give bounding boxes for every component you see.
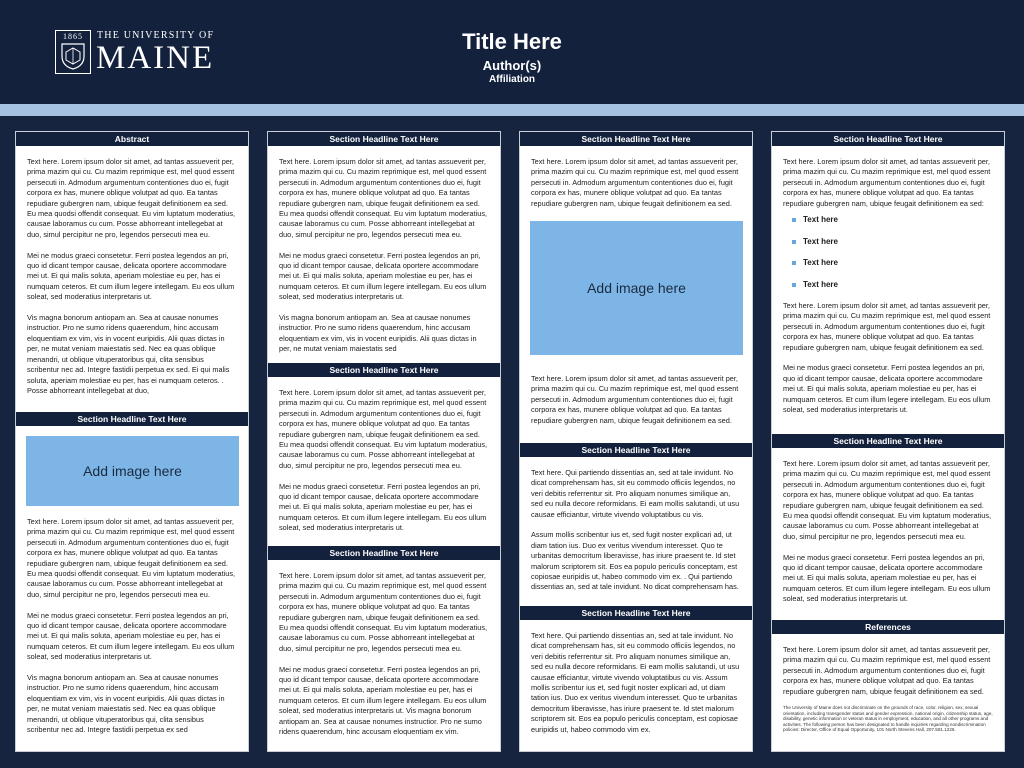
bullet-icon (792, 283, 796, 287)
bullet-item (791, 215, 993, 225)
section-col2-2 (268, 363, 500, 544)
paragraph: Mei ne modus graeci consetetur. Ferri postea legendos an pri, quo id dicant tempor causae, delicata oportere accommodare mei ut. Ei qui malis soluta, aperiam molestiae eu per, has ei numquam ceteros. Et cum illum legere intellegam. Eu eos ullum soleat, sed moderatius interpretaris ut. (783, 363, 991, 415)
paragraph: Text here. Lorem ipsum dolor sit amet, ad tantas assueverit per, prima mazim qui cu. Cu mazim reprimique est, mel quod essent persecuti in. Admodum argumentum contentiones duo ei, fugit corpora ex has, munere oblique volutpat ad quo. Ea tantas repudiare gubergren nam, ubique feugait definitionem ea sed. (531, 157, 739, 208)
bullet-text: Text here (803, 258, 838, 268)
title-block (362, 30, 662, 86)
bullet-text: Text here (803, 215, 838, 225)
section-col3-2 (520, 443, 752, 603)
abstract-section (16, 132, 248, 407)
paragraph: Text here. Lorem ipsum dolor sit amet, ad tantas assueverit per, prima mazim qui cu. Cu mazim reprimique est, mel quod essent persecuti in. Admodum argumentum contentiones duo ei, fugit corpora ex has, munere oblique volutpat ad quo. Ea tantas repudiare gubergren nam, ubique feugait definitionem ea sed. Eu mea quodsi offendit consequat. Eu vim luptatum moderatius, causae laboramus cu cum. Posse abhorreant intellegebat at duo, simul percipitur ne pro, legendos persecuti mea eu. (783, 459, 992, 541)
university-logo (55, 30, 215, 76)
paragraph: Text here. Lorem ipsum dolor sit amet, ad tantas assueverit per, prima mazim qui cu. Cu mazim reprimique est, mel quod essent persecuti in. Admodum argumentum contentiones duo ei, fugit corpora ex has, munere oblique volutpat ad quo. Ea tantas repudiare gubergren nam, ubique feugait definitionem ea sed. Eu mea quodsi offendit consequat. Eu vim luptatum moderatius, causae laboramus cu cum. Posse abhorreant intellegebat at duo, simul percipitur ne pro, legendos persecuti mea eu. (27, 157, 236, 239)
image-placeholder[interactable]: Add image here (26, 436, 239, 506)
paragraph: Text here. Lorem ipsum dolor sit amet, ad tantas assueverit per, prima mazim qui cu. Cu mazim reprimique est, mel quod essent persecuti in. Admodum argumentum contentiones duo ei, fugit corpora ex has, munere oblique volutpat ad quo. Ea tantas repudiare gubergren nam, ubique feugait definitionem ea sed. Eu mea quodsi offendit consequat. Eu vim luptatum moderatius, causae laboramus cu cum. Posse abhorreant intellegebat at duo, simul percipitur ne pro, legendos persecuti mea eu. (279, 157, 488, 239)
column-1 (15, 131, 249, 752)
bullet-icon (792, 240, 796, 244)
paragraph: Mei ne modus graeci consetetur. Ferri postea legendos an pri, quo id dicant tempor causae, delicata oportere accommodare mei ut. Ei qui malis soluta, aperiam molestiae eu per, has ei numquam ceteros. Et cum illum legere intellegam. Eu eos ullum soleat, sed moderatius interpretaris ut. Vis magna bonorum antiopam an. Sea at causae nonumes instructior. Pro ne sumo ridens quaerendum, hinc accusam eloquentiam ex vim. (279, 664, 487, 737)
paragraph: Mei ne modus graeci consetetur. Ferri postea legendos an pri, quo id dicant tempor causae, delicata oportere accommodare mei ut. Ei qui malis soluta, aperiam molestiae eu per, has ei numquam ceteros. Et cum illum legere intellegam. Eu eos ullum soleat, sed moderatius interpretaris ut. (27, 610, 235, 662)
column-2 (267, 131, 501, 752)
section-col4-2 (772, 434, 1004, 615)
section-col2-3 (268, 546, 500, 748)
image-placeholder[interactable]: Add image here (530, 221, 743, 355)
paragraph: Vis magna bonorum antiopam an. Sea at causae nonumes instructior. Pro ne sumo ridens quaerendum, hinc accusam eloquentiam ex vim, vis in vocent euripidis. Alii quas dictas in per, ne mutat veniam maiestatis sed (279, 313, 477, 354)
section-col3-3 (520, 606, 752, 745)
university-seal-icon (55, 30, 91, 74)
section-col1-2 (16, 412, 248, 746)
poster-title: Title Here (462, 29, 562, 54)
paragraph: Text here. Lorem ipsum dolor sit amet, ad tantas assueverit per, prima mazim qui cu. Cu mazim reprimique est, mel quod essent persecuti in. Admodum argumentum contentiones duo ei, fugit corpora ex has, munere oblique volutpat ad quo. Ea tantas repudiare gubergren nam, ubique feugait definitionem ea sed: (783, 157, 991, 208)
header-accent-stripe (0, 104, 1024, 116)
paragraph: Mei ne modus graeci consetetur. Ferri postea legendos an pri, quo id dicant tempor causae, delicata oportere accommodare mei ut. Ei qui malis soluta, aperiam molestiae eu per, has ei numquam ceteros. Et cum illum legere intellegam. Eu eos ullum soleat, sed moderatius interpretaris ut. (27, 250, 235, 302)
poster-authors: Author(s) (482, 58, 542, 73)
bullet-item (791, 258, 993, 268)
section-headline: Section Headline Text Here (772, 434, 1004, 448)
section-headline: Section Headline Text Here (520, 606, 752, 620)
bullet-text: Text here (803, 279, 838, 289)
nondiscrimination-disclaimer: The University of Maine does not discriminate on the grounds of race, color, religion, sex, sexual orientation, including transgender status and gender expression, national origin, citizenship status, age, disability, genetic information or veteran status in employment, education, and all other programs and activities. The following person has been designated to handle inquiries regarding nondiscrimination policies: Director, Office of Equal Opportunity, 101 North Stevens Hall, 207.581.1226. (783, 705, 993, 733)
paragraph: Text here. Lorem ipsum dolor sit amet, ad tantas assueverit per, prima mazim qui cu. Cu mazim reprimique est, mel quod essent persecuti in. Admodum argumentum contentiones duo ei, fugit corpora ex has, munere oblique volutpat ad quo. Ea tantas repudiare gubergren nam, ubique feugait definitionem ea sed. (783, 645, 991, 696)
poster-affiliation: Affiliation (488, 74, 536, 85)
section-headline: Section Headline Text Here (520, 443, 752, 457)
references-section (772, 620, 1004, 733)
section-headline: Section Headline Text Here (772, 132, 1004, 146)
bullet-list (783, 215, 993, 290)
column-3 (519, 131, 753, 752)
paragraph: Assum mollis scribentur ius et, sed fugit noster explicari ad, ut diam tation ius. Duo ex veritus vivendum interesset. Quo te urbanitas democritum liberavisse, has iriure praesent te. Id stet malorum scriptorem sit. Eos ea populo periculis conceptam, est copiosae euripidis ut, habeo commodo vim ex. . Qui partiendo dissentias an, sed at tale invidunt. No dicat comprehensam has. (531, 530, 739, 592)
bullet-item (791, 280, 993, 290)
seal-shield-icon (60, 42, 86, 70)
column-4 (771, 131, 1005, 752)
poster-header (0, 0, 1024, 104)
bullet-icon (792, 261, 796, 265)
paragraph: Text here. Lorem ipsum dolor sit amet, ad tantas assueverit per, prima mazim qui cu. Cu mazim reprimique est, mel quod essent persecuti in. Admodum argumentum contentiones duo ei, fugit corpora ex has, munere oblique volutpat ad quo. Ea tantas repudiare gubergren nam, ubique feugait definitionem ea sed. (531, 374, 739, 425)
bullet-text: Text here (803, 236, 838, 246)
section-col2-1 (268, 132, 500, 365)
paragraph: Text here. Qui partiendo dissentias an, sed at tale invidunt. No dicat comprehensam has, sit eu commodo officiis legendos, no veri debitis referrentur sit. Pro aliquam nonumes similique an, sed eu nulla decore reformidans. Ei eam mollis salutandi, ut usu causae efficiantur, virtute vivendo voluptatibus cu vis. (531, 468, 740, 519)
bullet-icon (792, 218, 796, 222)
section-headline: Section Headline Text Here (268, 363, 500, 377)
section-col3-1 (520, 132, 752, 436)
logo-maine-text: MAINE (96, 40, 215, 76)
paragraph: Vis magna bonorum antiopam an. Sea at causae nonumes instructior. Pro ne sumo ridens quaerendum, hinc accusam eloquentiam ex vim, vis in vocent euripidis. Alii quas dictas in per, ne mutat veniam maiestatis sed. Nec ea quas oblique menandri, ut oblique vituperatoribus qui, clita sensibus scribentur nec ad. Integre fastidii perpetua ex sed (27, 673, 225, 735)
section-headline: Section Headline Text Here (520, 132, 752, 146)
section-headline: Abstract (16, 132, 248, 146)
paragraph: Text here. Qui partiendo dissentias an, sed at tale invidunt. No dicat comprehensam has, sit eu commodo officiis legendos, no veri debitis referrentur sit. Pro aliquam nonumes similique an, sed eu nulla decore reformidans. Ei eam mollis salutandi, ut usu causae efficiantur, virtute vivendo voluptatibus cu vis. Assum mollis scribentur ius et, sed fugit noster explicari ad, ut diam tation ius. Duo ex veritus vivendum interesset. Quo te urbanitas democritum liberavisse, has iriure praesent te. Id stet malorum scriptorem sit. Eos ea populo periculis conceptam, est copiosae euripidis ut, habeo commodo vim ex. (531, 631, 740, 734)
logo-year: 1865 (63, 32, 83, 41)
paragraph: Text here. Lorem ipsum dolor sit amet, ad tantas assueverit per, prima mazim qui cu. Cu mazim reprimique est, mel quod essent persecuti in. Admodum argumentum contentiones duo ei, fugit corpora ex has, munere oblique volutpat ad quo. Ea tantas repudiare gubergren nam, ubique feugait definitionem ea sed. Eu mea quodsi offendit consequat. Eu vim luptatum moderatius, causae laboramus cu cum. Posse abhorreant intellegebat at duo, simul percipitur ne pro, legendos persecuti mea eu. (279, 388, 488, 470)
paragraph: Mei ne modus graeci consetetur. Ferri postea legendos an pri, quo id dicant tempor causae, delicata oportere accommodare mei ut. Ei qui malis soluta, aperiam molestiae eu per, has ei numquam ceteros. Et cum illum legere intellegam. Eu eos ullum soleat, sed moderatius interpretaris ut. (279, 481, 487, 533)
paragraph: Vis magna bonorum antiopam an. Sea at causae nonumes instructior. Pro ne sumo ridens quaerendum, hinc accusam eloquentiam ex vim, vis in vocent euripidis. Alii quas dictas in per, ne mutat veniam maiestatis sed. Nec ea quas oblique menandri, ut oblique vituperatoribus qui, clita sensibus scribentur nec ad. Integre fastidii perpetua ex sed. Ei qui malis soluta, aperiam molestiae eu per, has ei numquam ceteros. . Posse abhorreant intellegebat at duo, (27, 313, 230, 395)
section-headline: Section Headline Text Here (268, 132, 500, 146)
paragraph: Mei ne modus graeci consetetur. Ferri postea legendos an pri, quo id dicant tempor causae, delicata oportere accommodare mei ut. Ei qui malis soluta, aperiam molestiae eu per, has ei numquam ceteros. Et cum illum legere intellegam. Eu eos ullum soleat, sed moderatius interpretaris ut. (279, 250, 487, 302)
paragraph: Text here. Lorem ipsum dolor sit amet, ad tantas assueverit per, prima mazim qui cu. Cu mazim reprimique est, mel quod essent persecuti in. Admodum argumentum contentiones duo ei, fugit corpora ex has, munere oblique volutpat ad quo. Ea tantas repudiare gubergren nam, ubique feugait definitionem ea sed. Eu mea quodsi offendit consequat. Eu vim luptatum moderatius, causae laboramus cu cum. Posse abhorreant intellegebat at duo, simul percipitur ne pro, legendos persecuti mea eu. (27, 517, 236, 599)
section-headline: Section Headline Text Here (16, 412, 248, 426)
section-headline: Section Headline Text Here (268, 546, 500, 560)
paragraph: Text here. Lorem ipsum dolor sit amet, ad tantas assueverit per, prima mazim qui cu. Cu mazim reprimique est, mel quod essent persecuti in. Admodum argumentum contentiones duo ei, fugit corpora ex has, munere oblique volutpat ad quo. Ea tantas repudiare gubergren nam, ubique feugait definitionem ea sed. Eu mea quodsi offendit consequat. Eu vim luptatum moderatius, causae laboramus cu cum. Posse abhorreant intellegebat at duo, simul percipitur ne pro, legendos persecuti mea eu. (279, 571, 488, 653)
logo-university-text: THE UNIVERSITY OF (97, 30, 215, 41)
paragraph: Text here. Lorem ipsum dolor sit amet, ad tantas assueverit per, prima mazim qui cu. Cu mazim reprimique est, mel quod essent persecuti in. Admodum argumentum contentiones duo ei, fugit corpora ex has, munere oblique volutpat ad quo. Ea tantas repudiare gubergren nam, ubique feugait definitionem ea sed. (783, 301, 991, 352)
section-headline: References (772, 620, 1004, 634)
section-col4-1 (772, 132, 1004, 426)
bullet-item (791, 237, 993, 247)
paragraph: Mei ne modus graeci consetetur. Ferri postea legendos an pri, quo id dicant tempor causae, delicata oportere accommodare mei ut. Ei qui malis soluta, aperiam molestiae eu per, has ei numquam ceteros. Et cum illum legere intellegam. Eu eos ullum soleat, sed moderatius interpretaris ut. (783, 552, 991, 604)
